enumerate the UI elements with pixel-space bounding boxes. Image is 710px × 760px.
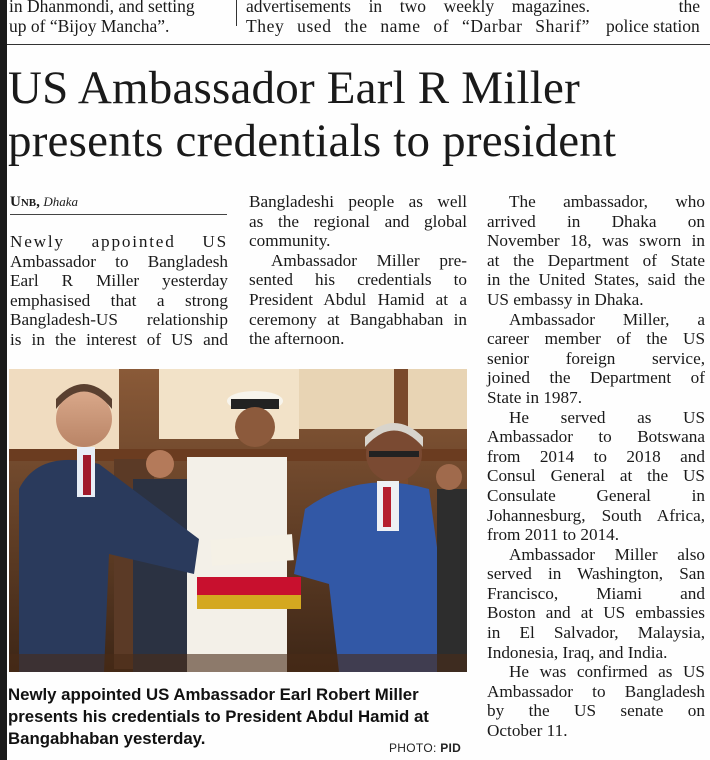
body-line: the afternoon. bbox=[249, 329, 345, 349]
byline bbox=[10, 194, 78, 211]
body-line: October 11. bbox=[487, 721, 568, 741]
body-line: State in 1987. bbox=[487, 387, 583, 407]
article-column-1 bbox=[10, 232, 228, 350]
article-headline bbox=[8, 62, 710, 168]
byline-agency: Unb, bbox=[10, 194, 40, 210]
previous-text-line: in Dhanmondi, and setting bbox=[9, 0, 195, 16]
body-line: He was confirmed as US bbox=[509, 662, 705, 682]
body-line: arrived in Dhaka on bbox=[487, 211, 705, 231]
previous-text-line: police station bbox=[606, 16, 700, 36]
previous-text-line: up of “Bijoy Mancha”. bbox=[9, 16, 170, 36]
caption-line: Newly appointed US Ambassador Earl Robert Miller bbox=[8, 685, 419, 704]
caption-line: presents his credentials to President Abdul Hamid at bbox=[8, 707, 429, 726]
body-line: ceremony at Bangabhaban in bbox=[249, 309, 467, 329]
body-line: in El Salvador, Malaysia, bbox=[487, 623, 705, 643]
body-line: President Abdul Hamid at a bbox=[249, 289, 467, 309]
previous-article-col2 bbox=[246, 0, 590, 36]
body-line: Ambassador to Bangladesh bbox=[10, 251, 228, 271]
byline-place: Dhaka bbox=[43, 194, 79, 209]
body-line: joined the Department of bbox=[487, 368, 705, 388]
body-line: Ambassador to Bangladesh bbox=[487, 681, 705, 701]
body-line: community. bbox=[249, 231, 331, 251]
previous-text-line: They used the name of “Darbar Sharif” bbox=[246, 16, 590, 36]
photo-caption bbox=[8, 684, 438, 750]
body-line: Francisco, Miami and bbox=[487, 583, 705, 603]
headline-line: presents credentials to president bbox=[8, 115, 617, 167]
caption-line: Bangabhaban yesterday. bbox=[8, 729, 206, 748]
body-line: senior foreign service, bbox=[487, 348, 705, 368]
body-line: Consul General at the US bbox=[487, 466, 705, 486]
body-line: sented his credentials to bbox=[249, 270, 467, 290]
body-line: Ambassador Miller pre- bbox=[271, 250, 467, 270]
body-line: Boston and at US embassies bbox=[487, 603, 705, 623]
body-line: November 18, was sworn in bbox=[487, 231, 705, 251]
body-line: as the regional and global bbox=[249, 211, 467, 231]
headline-line: US Ambassador Earl R Miller bbox=[8, 62, 580, 114]
body-line: Indonesia, Iraq, and India. bbox=[487, 642, 668, 662]
credit-source: PID bbox=[440, 741, 462, 755]
body-line: Johannesburg, South Africa, bbox=[487, 505, 705, 525]
previous-article-col3 bbox=[606, 0, 710, 36]
body-line: Ambassador Miller, a bbox=[509, 309, 705, 329]
credit-label: PHOTO: bbox=[389, 741, 437, 755]
news-photo bbox=[9, 369, 467, 672]
body-line: Ambassador to Botswana bbox=[487, 427, 705, 447]
body-line: Newly appointed US bbox=[10, 232, 228, 251]
body-line: The ambassador, who bbox=[509, 192, 705, 211]
article-column-3 bbox=[487, 192, 705, 741]
body-line: Bangladeshi people as well bbox=[249, 192, 467, 211]
body-line: emphasised that a strong bbox=[10, 290, 228, 310]
body-line: career member of the US bbox=[487, 329, 705, 349]
section-divider bbox=[7, 44, 710, 45]
body-line: from 2011 to 2014. bbox=[487, 525, 620, 545]
article-column-2 bbox=[249, 192, 467, 349]
body-line: is in the interest of US and bbox=[10, 329, 228, 349]
previous-article-col1 bbox=[9, 0, 233, 36]
body-line: Ambassador Miller also bbox=[509, 544, 705, 564]
body-line: by the US senate on bbox=[487, 701, 705, 721]
byline-rule bbox=[10, 214, 227, 215]
body-line: in the United States, said the bbox=[487, 270, 705, 290]
body-line: Consulate General in bbox=[487, 485, 705, 505]
body-line: from 2014 to 2018 and bbox=[487, 446, 705, 466]
body-line: Earl R Miller yesterday bbox=[10, 271, 228, 291]
body-line: served in Washington, San bbox=[487, 564, 705, 584]
previous-text-line: the bbox=[678, 0, 700, 16]
photo-credit bbox=[389, 741, 461, 755]
body-line: at the Department of State bbox=[487, 250, 705, 270]
body-line: He served as US bbox=[509, 407, 705, 427]
previous-text-line: advertisements in two weekly magazines. bbox=[246, 0, 590, 16]
column-separator bbox=[236, 0, 237, 26]
page-edge-bar bbox=[0, 0, 7, 760]
body-line: US embassy in Dhaka. bbox=[487, 289, 644, 309]
body-line: Bangladesh-US relationship bbox=[10, 310, 228, 330]
